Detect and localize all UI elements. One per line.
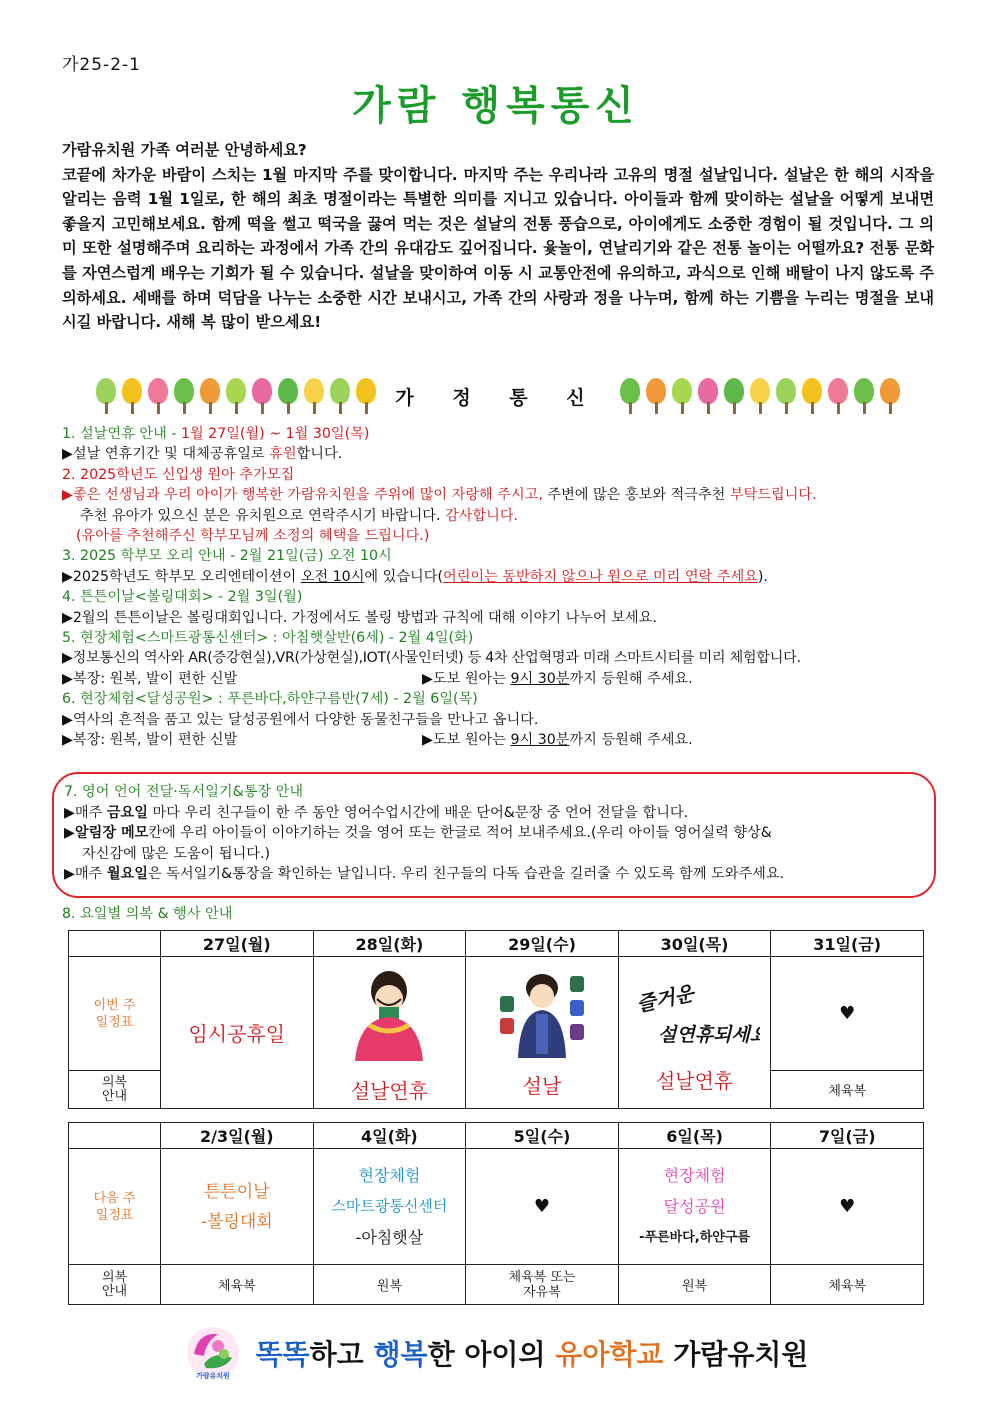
tue-cell xyxy=(313,957,466,1109)
notice-6-arrival-time: 9시 30분 xyxy=(510,732,570,749)
tree-trunk xyxy=(261,402,264,414)
holiday-label: 임시공휴일 xyxy=(188,1022,286,1046)
slogan-part5: 유아학교 xyxy=(555,1338,664,1371)
tree-crown xyxy=(96,378,116,404)
notice-6-title: 6. 현장체험<달성공원> : 푸른바다,하얀구름반(7세) - 2월 6일(목) xyxy=(62,691,478,708)
notice-6-arrival xyxy=(422,730,693,750)
notice-5-line1: ▶정보통신의 역사와 AR(증강현실),VR(가상현실),IOT(사물인터넷) 등 4차 산업혁명과 미래 스마트시티를 미리 체험합니다. xyxy=(62,650,801,667)
notice-1-text: ▶설날 연휴기간 및 대체공휴일로 xyxy=(62,446,270,463)
svg-text:즐거운: 즐거운 xyxy=(633,980,696,1017)
tree-icon xyxy=(697,378,719,414)
notice-1-line xyxy=(62,444,934,464)
tree-trunk xyxy=(365,402,368,414)
thu-line1: 현장체험 xyxy=(663,1166,726,1185)
holiday-cell xyxy=(161,957,314,1109)
fri-cell xyxy=(771,957,924,1071)
corner-cell xyxy=(69,1123,161,1149)
notice-7-l3c: 은 독서일기&통장을 확인하는 날입니다. 우리 친구들의 다독 습관을 길러줄 수 있도록 함께 도와주세요. xyxy=(147,866,785,883)
tree-icon xyxy=(879,378,901,414)
dress-label-line1: 의복 xyxy=(101,1074,128,1090)
wed-dress-line1: 체육복 또는 xyxy=(508,1269,576,1285)
tree-icon xyxy=(619,378,641,414)
logo-text: 가람유치원 xyxy=(195,1372,230,1380)
wed-label: 설날 xyxy=(522,1074,562,1098)
tue-line3: -아침햇살 xyxy=(355,1228,424,1247)
notice-3-text-c: 에 있습니다( xyxy=(364,568,443,585)
slogan-text xyxy=(256,1333,809,1373)
day-header: 27일(월) xyxy=(161,931,314,957)
tree-trunk xyxy=(837,402,840,414)
tree-crown xyxy=(828,378,848,404)
tree-trunk xyxy=(131,402,134,414)
day-header: 7일(금) xyxy=(771,1123,924,1149)
notice-6-arrival-c: 까지 등원해 주세요. xyxy=(569,732,693,749)
greeting-line: 가람유치원 가족 여러분 안녕하세요? xyxy=(62,141,307,159)
notice-6-line1: ▶역사의 흔적을 품고 있는 달성공원에서 다양한 동물친구들을 만나고 옵니다. xyxy=(62,711,539,728)
tree-icon xyxy=(853,378,875,414)
tree-crown xyxy=(356,378,376,404)
tree-trunk xyxy=(209,402,212,414)
day-header: 31일(금) xyxy=(771,931,924,957)
tree-trunk xyxy=(863,402,866,414)
tree-trunk xyxy=(183,402,186,414)
notice-7-friday: 금요일 xyxy=(106,804,148,821)
tree-crown xyxy=(854,378,874,404)
tree-trunk xyxy=(105,402,108,414)
tree-decoration-left xyxy=(95,378,377,414)
notice-5-line2 xyxy=(62,669,934,689)
notice-6-line2 xyxy=(62,730,934,750)
notice-5-arrival-c: 까지 등원해 주세요. xyxy=(569,670,693,687)
row-label-line2: 일정표 xyxy=(95,1207,134,1223)
schedule-table-next-week xyxy=(68,1122,924,1305)
day-header: 5일(수) xyxy=(466,1123,619,1149)
mon-line2: -볼링대회 xyxy=(200,1211,273,1232)
notice-2-line2 xyxy=(62,506,934,526)
tree-crown xyxy=(278,378,298,404)
notice-7-l3a: ▶매주 xyxy=(64,866,107,883)
fri-dress: 체육복 xyxy=(771,1071,924,1109)
tree-trunk xyxy=(339,402,342,414)
row-label-schedule xyxy=(69,957,161,1071)
day-header: 4일(화) xyxy=(313,1123,466,1149)
notice-3-line xyxy=(62,567,934,587)
tree-crown xyxy=(646,378,666,404)
notice-7-l2c: 칸에 우리 아이들이 이야기하는 것을 영어 또는 한글로 적어 보내주세요.(우리 아이들 영어실력 향상& xyxy=(148,825,772,842)
svg-text:설연휴되세요: 설연휴되세요 xyxy=(657,1024,760,1046)
notice-6-arrival-a: ▶도보 원아는 xyxy=(422,732,511,749)
section-8-title: 8. 요일별 의복 & 행사 안내 xyxy=(62,906,233,922)
tree-crown xyxy=(620,378,640,404)
dress-label xyxy=(69,1071,161,1109)
day-header: 2/3일(월) xyxy=(161,1123,314,1149)
corner-cell xyxy=(69,931,161,957)
tree-crown xyxy=(226,378,246,404)
notice-4-line: ▶2월의 튼튼이날은 볼링대회입니다. 가정에서도 볼링 방법과 규칙에 대해 이야기 나누어 보세요. xyxy=(62,609,657,626)
banner-title: 가 정 통 신 xyxy=(395,386,601,409)
day-header: 30일(목) xyxy=(618,931,771,957)
tree-crown xyxy=(304,378,324,404)
slogan-part6: 가람유치원 xyxy=(663,1338,809,1371)
tree-trunk xyxy=(313,402,316,414)
notice-1-end: 합니다. xyxy=(296,446,343,463)
tree-trunk xyxy=(681,402,684,414)
notice-2-thanks: 감사합니다. xyxy=(445,507,519,524)
tree-icon xyxy=(277,378,299,414)
day-header: 29일(수) xyxy=(466,931,619,957)
tree-icon xyxy=(671,378,693,414)
notice-1-closed: 휴원 xyxy=(269,446,297,463)
notice-7-title: 7. 영어 언어 전달·독서일기&통장 안내 xyxy=(64,784,304,800)
notice-7-line2 xyxy=(64,823,924,844)
wed-cell xyxy=(466,1149,619,1265)
tree-icon xyxy=(95,378,117,414)
notice-1-title xyxy=(62,424,934,444)
bowing-boy-illustration xyxy=(492,966,592,1066)
tree-crown xyxy=(776,378,796,404)
notice-7-monday: 월요일 xyxy=(106,866,148,883)
row-label-line2: 일정표 xyxy=(95,1014,134,1030)
slogan-part3: 행복 xyxy=(373,1338,428,1371)
thu-line2: 달성공원 xyxy=(663,1197,726,1216)
thu-label: 설날연휴 xyxy=(655,1069,734,1093)
tree-trunk xyxy=(655,402,658,414)
notice-7-line1 xyxy=(64,803,924,824)
fri-dress: 체육복 xyxy=(771,1265,924,1305)
tree-icon xyxy=(645,378,667,414)
wed-dress xyxy=(466,1265,619,1305)
notice-5-dress: ▶복장: 원복, 발이 편한 신발 xyxy=(62,670,238,687)
heart-icon: ♥ xyxy=(839,1196,856,1217)
mon-line1: 튼튼이날 xyxy=(203,1181,270,1202)
tree-crown xyxy=(880,378,900,404)
footer-slogan xyxy=(0,1318,992,1388)
notice-7-memo: 알림장 메모 xyxy=(74,825,149,842)
tree-icon xyxy=(225,378,247,414)
tree-icon xyxy=(827,378,849,414)
dress-label-line2: 안내 xyxy=(101,1283,128,1299)
notice-list xyxy=(62,424,934,751)
notice-2-text-a: ▶좋은 선생님과 우리 아이가 행복한 가람유치원을 주위에 많이 자랑해 주시고, xyxy=(62,487,548,504)
notice-7-line3 xyxy=(64,864,924,885)
tue-line1: 현장체험 xyxy=(358,1166,421,1185)
thu-cell xyxy=(618,957,771,1109)
tree-crown xyxy=(672,378,692,404)
thu-cell xyxy=(618,1149,771,1265)
tree-icon xyxy=(329,378,351,414)
row-label-schedule xyxy=(69,1149,161,1265)
row-label-line1: 이번 주 xyxy=(93,997,136,1013)
tree-trunk xyxy=(889,402,892,414)
fri-cell xyxy=(771,1149,924,1265)
tree-trunk xyxy=(235,402,238,414)
tree-crown xyxy=(174,378,194,404)
notice-7-line2-cont: 자신감에 많은 도움이 됩니다.) xyxy=(82,845,271,862)
notice-2-line3: (유아를 추천해주신 학부모님께 소정의 혜택을 드립니다.) xyxy=(76,528,430,545)
tree-trunk xyxy=(759,402,762,414)
tree-trunk xyxy=(157,402,160,414)
english-reading-notice-box xyxy=(52,772,936,898)
notice-3-text-a: ▶2025학년도 학부모 오리엔테이션이 xyxy=(62,568,301,585)
notice-3-note: 어린이는 동반하지 않으나 원으로 미리 연락 주세요 xyxy=(442,568,758,585)
dress-label xyxy=(69,1265,161,1305)
calligraphy-greeting xyxy=(630,971,760,1061)
page-title: 가람 행복통신 xyxy=(352,83,640,129)
dress-label-line1: 의복 xyxy=(101,1269,128,1285)
tree-crown xyxy=(148,378,168,404)
mon-cell xyxy=(161,1149,314,1265)
tree-icon xyxy=(775,378,797,414)
tree-icon xyxy=(355,378,377,414)
notice-5-title: 5. 현장체험<스마트광통신센터> : 아침햇살반(6세) - 2월 4일(화) xyxy=(62,630,474,647)
notice-2-text-b: 주변에 많은 홍보와 적극추천 xyxy=(547,487,730,504)
tree-icon xyxy=(801,378,823,414)
mon-dress: 체육복 xyxy=(161,1265,314,1305)
notice-1-label: 1. 설날연휴 안내 - xyxy=(62,426,181,442)
greeting-letter xyxy=(62,138,934,335)
tue-line2: 스마트광통신센터 xyxy=(331,1197,448,1215)
tree-crown xyxy=(200,378,220,404)
heart-icon: ♥ xyxy=(839,1003,856,1024)
tree-icon xyxy=(173,378,195,414)
notice-2-text-c: 부탁드립니다. xyxy=(729,487,817,504)
letter-body: 코끝에 차가운 바람이 스치는 1월 마지막 주를 맞이합니다. 마지막 주는 우리나라 고유의 명절 설날입니다. 설날은 한 해의 시작을 알리는 음력 1월 1일로, 한 해의 최초 명절이라는 특별한 의미를 지니고 있습니다. 아이들과 함께 맞이하는 설날을 어떻게 보내면 좋을지 고민해보세요. 함께 떡을 썰고 떡국을 끓여 먹는 것은 설날의 전통 풍습으로, 아이에게도 소중한 경험이 될 것입니다. 그 의미 또한 설명해주며 요리하는 과정에서 가족 간의 유대감도 깊어집니다. 윷놀이, 연날리기와 같은 전통 놀이는 어떨까요? 전통 문화를 자연스럽게 배우는 기회가 될 수 있습니다. 설날을 맞이하여 이동 시 교통안전에 유의하고, 과식으로 인해 배탈이 나지 않도록 주의하세요. 세배를 하며 덕담을 나누는 소중한 시간 보내시고, 가족 간의 사랑과 정을 나누며, 함께 하는 기쁨을 누리는 명절을 보내시길 바랍니다. 새해 복 많이 받으세요! xyxy=(62,165,934,332)
notice-3-time: 오전 10시 xyxy=(300,568,365,585)
tree-icon xyxy=(199,378,221,414)
tree-trunk xyxy=(811,402,814,414)
tree-trunk xyxy=(707,402,710,414)
slogan-part2: 하고 xyxy=(309,1338,374,1371)
tree-trunk xyxy=(629,402,632,414)
bowing-girl-illustration xyxy=(339,961,439,1071)
notice-3-end: ). xyxy=(757,568,768,585)
tree-icon xyxy=(121,378,143,414)
slogan-part4: 한 아이의 xyxy=(427,1338,556,1371)
tree-icon xyxy=(303,378,325,414)
row-label-line1: 다음 주 xyxy=(93,1190,136,1206)
notice-5-arrival-time: 9시 30분 xyxy=(510,670,570,687)
tree-icon xyxy=(251,378,273,414)
tree-crown xyxy=(122,378,142,404)
notice-7-l1a: ▶매주 xyxy=(64,804,107,821)
tree-crown xyxy=(724,378,744,404)
tree-icon xyxy=(147,378,169,414)
kindergarten-logo xyxy=(184,1324,242,1382)
tree-crown xyxy=(252,378,272,404)
thu-dress: 원복 xyxy=(618,1265,771,1305)
wed-dress-line2: 자유복 xyxy=(523,1284,561,1300)
tue-label: 설날연휴 xyxy=(350,1079,429,1103)
tue-cell xyxy=(313,1149,466,1265)
tree-trunk xyxy=(287,402,290,414)
tree-crown xyxy=(698,378,718,404)
notice-7-l1c: 마다 우리 친구들이 한 주 동안 영어수업시간에 배운 단어&문장 중 언어 전달을 합니다. xyxy=(147,804,689,821)
notice-3-title: 3. 2025 학부모 오리 안내 - 2월 21일(금) 오전 10시 xyxy=(62,548,392,565)
notice-7-l2a: ▶ xyxy=(64,825,75,842)
day-header: 28일(화) xyxy=(313,931,466,957)
notice-2-title: 2. 2025학년도 신입생 원아 추가모집 xyxy=(62,466,295,483)
tree-trunk xyxy=(785,402,788,414)
tree-crown xyxy=(330,378,350,404)
thu-line3: -푸른바다,하얀구름 xyxy=(639,1230,750,1245)
tree-crown xyxy=(750,378,770,404)
notice-5-arrival xyxy=(422,669,693,689)
wed-cell xyxy=(466,957,619,1109)
tree-icon xyxy=(723,378,745,414)
notice-4-title: 4. 튼튼이날<볼링대회> - 2월 3일(월) xyxy=(62,589,303,606)
tree-trunk xyxy=(733,402,736,414)
day-header: 6일(목) xyxy=(618,1123,771,1149)
notice-5-arrival-a: ▶도보 원아는 xyxy=(422,670,511,687)
tue-dress: 원복 xyxy=(313,1265,466,1305)
tree-crown xyxy=(802,378,822,404)
dress-label-line2: 안내 xyxy=(101,1088,128,1104)
family-notice-banner xyxy=(62,374,934,418)
notice-1-dates: 1월 27일(월) ~ 1월 30일(목) xyxy=(180,426,370,442)
tree-decoration-right xyxy=(619,378,901,414)
slogan-part1: 똑똑 xyxy=(255,1338,310,1371)
notice-2-contact: 추천 유아가 있으신 분은 유치원으로 연락주시기 바랍니다. xyxy=(80,507,446,524)
tree-icon xyxy=(749,378,771,414)
heart-icon: ♥ xyxy=(533,1196,551,1217)
notice-2-line1 xyxy=(62,485,934,505)
schedule-table-this-week xyxy=(68,930,924,1109)
document-code: 가25-2-1 xyxy=(62,55,141,75)
logo-icon xyxy=(184,1324,242,1382)
notice-6-dress: ▶복장: 원복, 발이 편한 신발 xyxy=(62,732,238,749)
